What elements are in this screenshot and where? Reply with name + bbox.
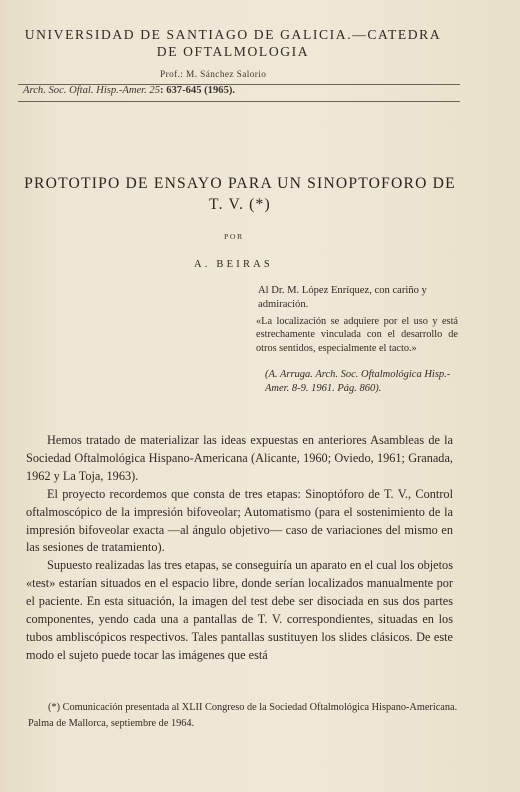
epigraph-quote: «La localización se adquiere por el uso y está estrechamente vinculada con el desarrollo de otros sentidos, especialmente el tacto.» — [256, 316, 458, 354]
body-paragraph: Supuesto realizadas las tres etapas, se conseguiría un aparato en el cual los objetos «test» estarían situados en el espacio libre, donde serían localizados manualmente por el paciente. En esta situación, la imagen del test debe ser disociada en sus dos partes componentes, yendo cada una a pantallas de T. V. correspondientes, situadas en los tubos ambliscópicos respectivos. Tales pantallas sustituyen los slides clásicos. De este modo el sujeto puede tocar las imágenes que está — [26, 558, 453, 662]
footnote-text: (*) Comunicación presentada al XLII Congreso de la Sociedad Oftalmológica Hispano-Americana. Palma de Mallorca, septiembre de 1964. — [28, 702, 458, 730]
professor-line: Prof.: M. Sánchez Salorio — [160, 70, 267, 80]
header-rule-bottom — [18, 101, 460, 102]
article-body — [26, 432, 453, 665]
epigraph-source: (A. Arruga. Arch. Soc. Oftalmológica Hisp.-Amer. 8-9. 1961. Pág. 860). — [265, 369, 451, 394]
journal-citation — [23, 85, 235, 96]
citation-journal: Arch. Soc. Oftal. Hisp.-Amer. 25 — [23, 85, 161, 96]
author-name: A. BEIRAS — [194, 259, 273, 270]
body-paragraph: Hemos tratado de materializar las ideas expuestas en anteriores Asambleas de la Sociedad Oftalmológica Hispano-Americana (Alicante, 1960; Oviedo, 1961; Granada, 1962 y La Toja, 1963). — [26, 433, 453, 483]
article-title: PROTOTIPO DE ENSAYO PARA UN SINOPTOFORO DE T. V. (*) — [24, 175, 456, 213]
body-paragraph: El proyecto recordemos que consta de tres etapas: Sinoptóforo de T. V., Control oftalmoscópico de la impresión bifoveolar; Automatismo (para el sostenimiento de la impresión bifoveolar exacta —al ángulo objetivo— caso de variaciones del mismo en las sesiones de tratamiento). — [26, 486, 453, 555]
institution-header: UNIVERSIDAD DE SANTIAGO DE GALICIA.—CATEDRA DE OFTALMOLOGIA — [24, 27, 442, 59]
footnote — [28, 700, 458, 733]
citation-pages: : 637-645 (1965). — [160, 85, 236, 96]
dedication: Al Dr. M. López Enríquez, con cariño y admiración. — [258, 285, 427, 310]
by-label: POR — [224, 232, 244, 241]
